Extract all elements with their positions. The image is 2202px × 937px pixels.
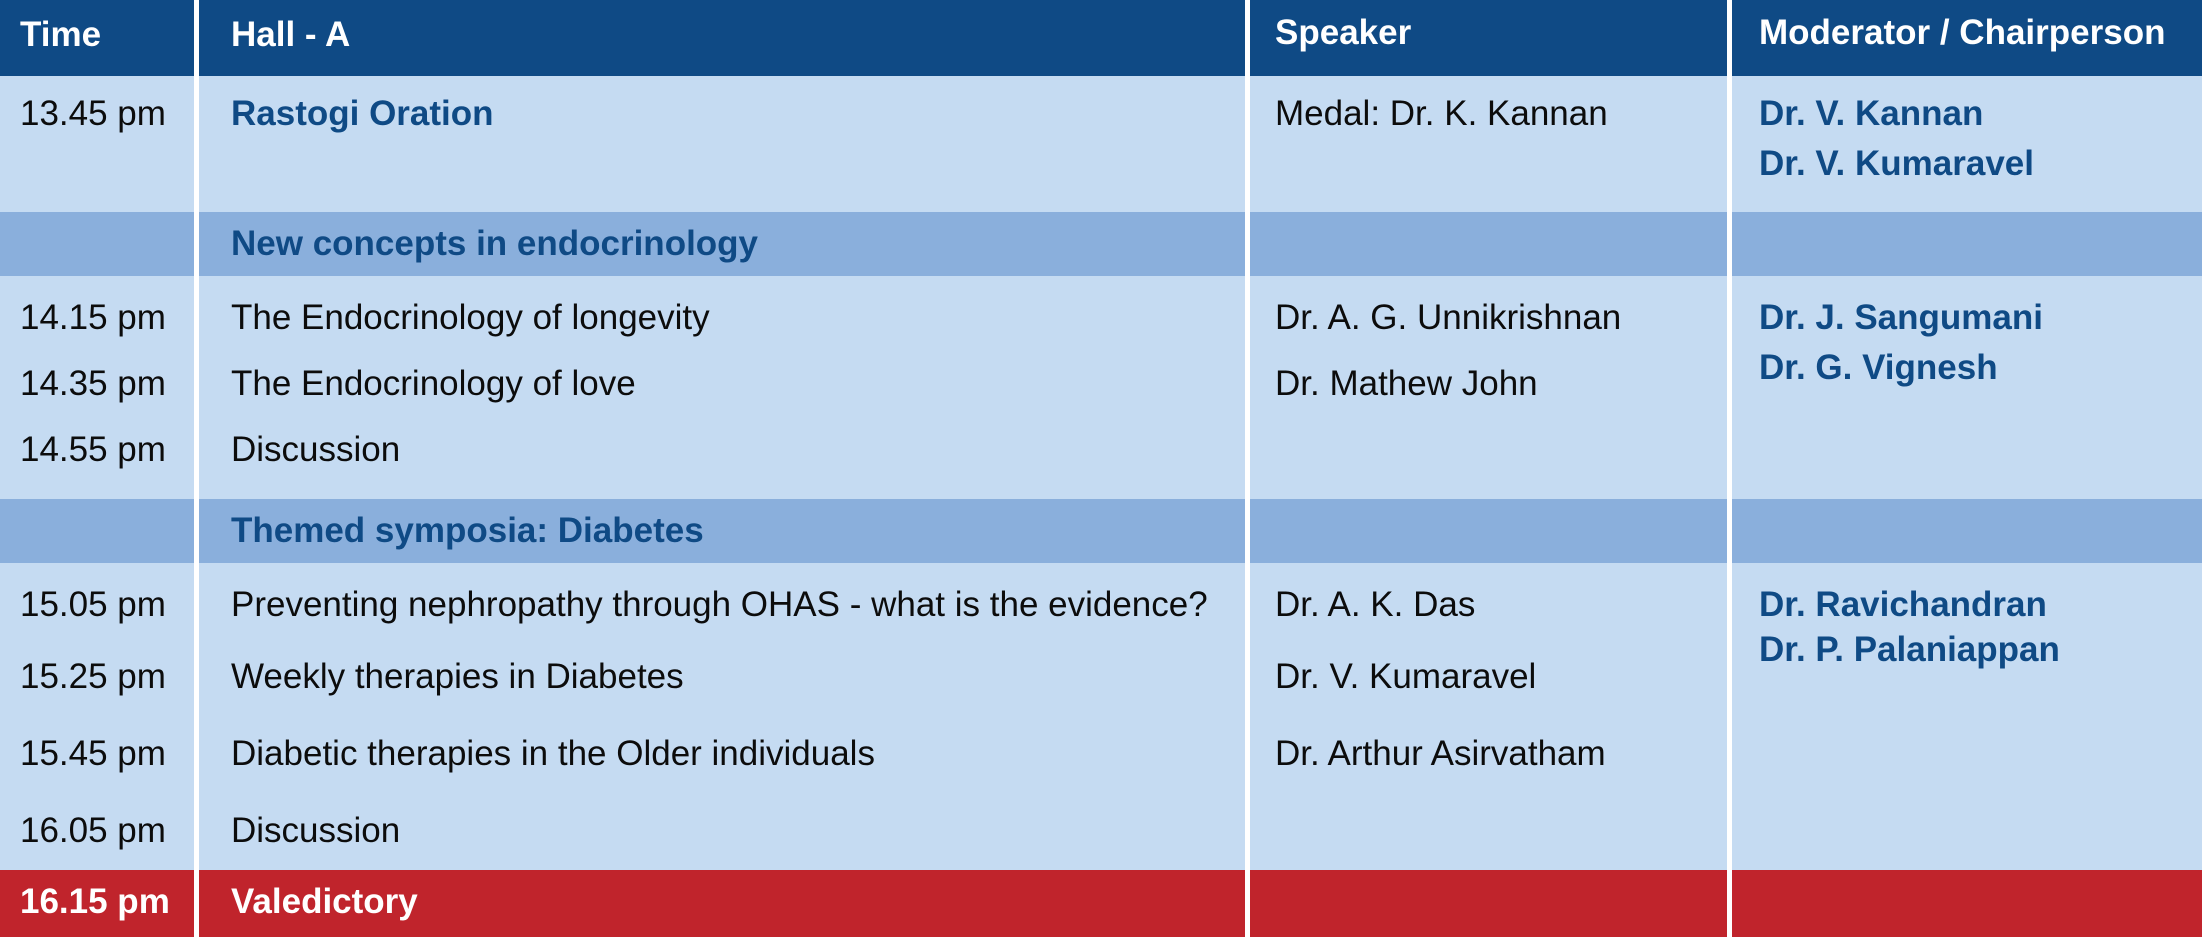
session2-band-title-cell: [199, 499, 1245, 563]
session2-moderators: [1732, 563, 2202, 870]
header-time-label: Time: [20, 15, 102, 54]
oration-time-cell: [0, 76, 194, 212]
session2-topic-4: Discussion: [231, 811, 401, 850]
header-speaker-label: Speaker: [1275, 13, 1412, 52]
session1-topic-2: The Endocrinology of love: [231, 364, 636, 403]
header-hall: [199, 0, 1245, 76]
header-moderator-label: Moderator / Chairperson: [1759, 13, 2166, 52]
session2-times: [0, 563, 194, 870]
valedictory-time: 16.15 pm: [20, 882, 170, 921]
session1-band-speaker: [1250, 212, 1727, 276]
session2-band-time: [0, 499, 194, 563]
header-speaker: [1250, 0, 1727, 76]
session2-title: Themed symposia: Diabetes: [231, 511, 704, 550]
header-moderator: [1732, 0, 2202, 76]
session1-topic-1: The Endocrinology of longevity: [231, 298, 710, 337]
session1-band-time: [0, 212, 194, 276]
session1-topic-3: Discussion: [231, 430, 401, 469]
header-hall-label: Hall - A: [231, 15, 351, 54]
session1-band-title-cell: [199, 212, 1245, 276]
session2-moderator-1: Dr. Ravichandran: [1759, 585, 2047, 624]
oration-moderator-2: Dr. V. Kumaravel: [1759, 144, 2034, 183]
oration-time: 13.45 pm: [20, 94, 166, 133]
session2-speaker-2: Dr. V. Kumaravel: [1275, 657, 1537, 696]
session2-time-2: 15.25 pm: [20, 657, 166, 696]
session2-band-moderator: [1732, 499, 2202, 563]
session2-topic-2: Weekly therapies in Diabetes: [231, 657, 684, 696]
session1-title: New concepts in endocrinology: [231, 224, 759, 263]
session1-moderator-1: Dr. J. Sangumani: [1759, 298, 2043, 337]
session1-moderators: [1732, 276, 2202, 499]
session2-time-4: 16.05 pm: [20, 811, 166, 850]
session1-topics: [199, 276, 1245, 499]
session2-speakers: [1250, 563, 1727, 870]
session1-speakers: [1250, 276, 1727, 499]
session2-speaker-3: Dr. Arthur Asirvatham: [1275, 734, 1606, 773]
session2-topics: [199, 563, 1245, 870]
valedictory-moderator-cell: [1732, 870, 2202, 937]
oration-moderator-cell: [1732, 76, 2202, 212]
oration-title: Rastogi Oration: [231, 94, 494, 133]
oration-title-cell: [199, 76, 1245, 212]
valedictory-title-cell: [199, 870, 1245, 937]
oration-moderator-1: Dr. V. Kannan: [1759, 94, 1984, 133]
session1-time-3: 14.55 pm: [20, 430, 166, 469]
session2-speaker-1: Dr. A. K. Das: [1275, 585, 1476, 624]
session1-speaker-1: Dr. A. G. Unnikrishnan: [1275, 298, 1622, 337]
session2-topic-1: Preventing nephropathy through OHAS - what is the evidence?: [231, 585, 1208, 624]
session1-time-1: 14.15 pm: [20, 298, 166, 337]
session1-band-moderator: [1732, 212, 2202, 276]
valedictory-time-cell: [0, 870, 194, 937]
session1-times: [0, 276, 194, 499]
oration-speaker-cell: [1250, 76, 1727, 212]
session1-moderator-2: Dr. G. Vignesh: [1759, 348, 1998, 387]
session2-time-1: 15.05 pm: [20, 585, 166, 624]
session2-band-speaker: [1250, 499, 1727, 563]
oration-speaker: Medal: Dr. K. Kannan: [1275, 94, 1608, 133]
session2-topic-3: Diabetic therapies in the Older individuals: [231, 734, 875, 773]
valedictory-title: Valedictory: [231, 882, 418, 921]
session2-moderator-2: Dr. P. Palaniappan: [1759, 630, 2060, 669]
session1-time-2: 14.35 pm: [20, 364, 166, 403]
valedictory-speaker-cell: [1250, 870, 1727, 937]
session2-time-3: 15.45 pm: [20, 734, 166, 773]
session1-speaker-2: Dr. Mathew John: [1275, 364, 1538, 403]
header-time: [0, 0, 194, 76]
